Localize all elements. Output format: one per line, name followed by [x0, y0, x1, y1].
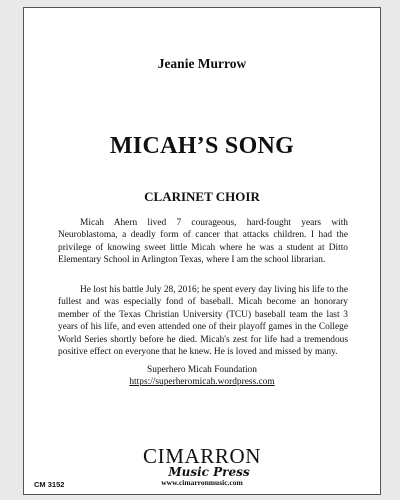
foundation-name: Superhero Micah Foundation [147, 365, 257, 375]
composer-name: Jeanie Murrow [157, 56, 247, 71]
publisher-logo [24, 446, 380, 488]
piece-title: MICAH’S SONG [109, 133, 295, 159]
score-cover-page [23, 7, 381, 495]
publisher-logo-script: Music Press [168, 465, 250, 479]
dedication-paragraph-1: Micah Ahern lived 7 courageous, hard-fought years with Neuroblastoma, a deadly form of cancer that attacks children. I had the privilege of knowing sweet little Micah where he was a student at Ditto Elementary School in Arlington Texas, where I am the school librarian. [58, 218, 348, 266]
dedication-paragraph-2: He lost his battle July 28, 2016; he spent every day living his life to the fullest and was especially fond of baseball. Micah become an honorary member of the Texas Christian University (TCU) baseball team the last 3 years of his life, and even attended one of their playoff games in the College World Series shortly before he died. Micah's zest for life had a tremendous positive effect on everyone that he knew. He is loved and missed by many. [58, 285, 348, 358]
foundation-link[interactable]: https://superheromicah.wordpress.com [129, 377, 275, 387]
publisher-website: www.cimarronmusic.com [161, 478, 243, 487]
catalog-number: CM 3152 [34, 480, 65, 489]
publisher-logo-wordmark: CIMARRON [143, 444, 261, 468]
instrumentation-subtitle: CLARINET CHOIR [144, 189, 260, 204]
